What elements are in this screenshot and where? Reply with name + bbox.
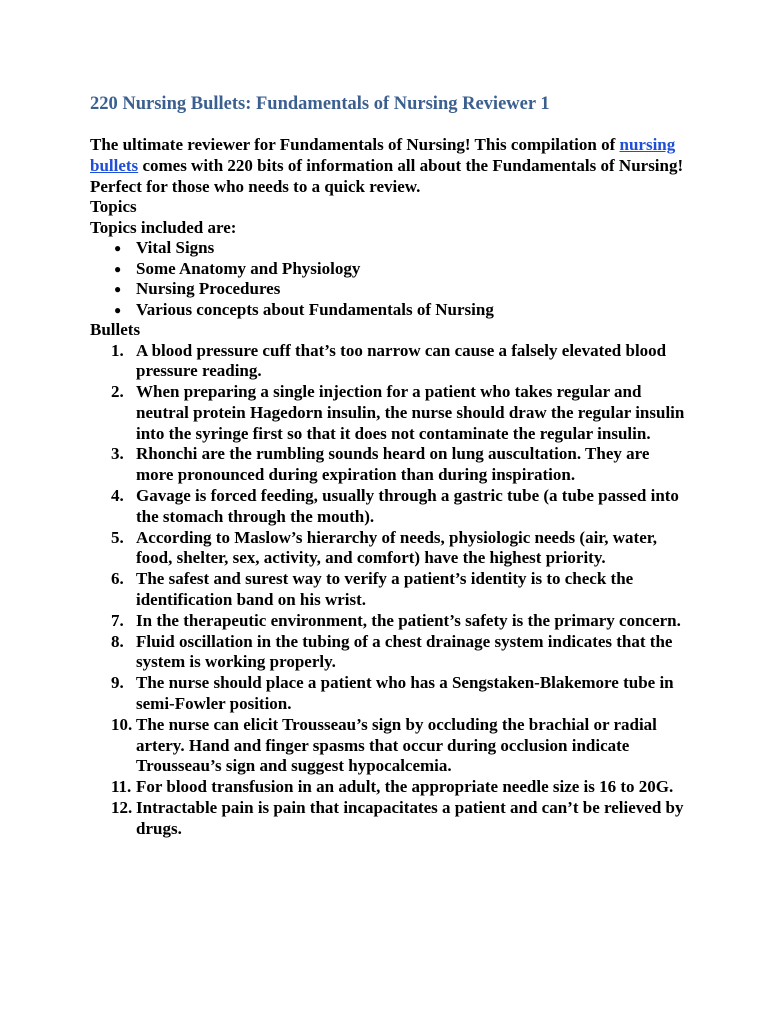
- bullet-number: 11.: [111, 777, 132, 797]
- bullet-number: 12.: [111, 798, 133, 818]
- intro-text-after-link: comes with 220 bits of information all about the Fundamentals of Nursing! Perfect for those who needs to a quick review.: [90, 156, 684, 196]
- bullet-text: The nurse can elicit Trousseau’s sign by occluding the brachial or radial artery. Hand and finger spasms that occur during occlusion indicate Trousseau’s sign and suggest hypocalcemia.: [136, 714, 657, 776]
- bullet-number: 8.: [111, 631, 124, 651]
- bullet-text: According to Maslow’s hierarchy of needs, physiologic needs (air, water, food, shelter, sex, activity, and comfort) have the highest priority.: [136, 527, 657, 568]
- bullet-text: When preparing a single injection for a patient who takes regular and neutral protein Hagedorn insulin, the nurse should draw the regular insulin into the syringe first so that it does not contaminate the regular insulin.: [136, 382, 685, 443]
- bullet-number: 6.: [111, 569, 124, 589]
- bullet-item: [90, 341, 690, 383]
- topic-item: [90, 259, 690, 280]
- bullet-number: 1.: [111, 340, 124, 360]
- topic-item: [90, 279, 690, 300]
- bullet-number: 3.: [111, 444, 124, 464]
- bullet-number: 10.: [111, 714, 133, 734]
- bullet-text: For blood transfusion in an adult, the appropriate needle size is 16 to 20G.: [136, 777, 674, 797]
- topic-text: Nursing Procedures: [136, 279, 281, 298]
- topic-text: Some Anatomy and Physiology: [136, 258, 361, 278]
- bullet-icon: ●: [114, 241, 122, 255]
- bullet-number: 2.: [111, 382, 124, 402]
- intro-paragraph: [90, 134, 690, 197]
- bullet-number: 4.: [111, 486, 124, 506]
- bullet-number: 5.: [111, 527, 124, 547]
- topic-item: [90, 238, 690, 259]
- bullet-item: [90, 528, 690, 570]
- bullet-icon: ●: [114, 261, 122, 276]
- bullet-item: [90, 569, 690, 611]
- intro-text-before-link: The ultimate reviewer for Fundamentals of Nursing! This compilation of: [90, 135, 620, 154]
- bullet-item: [90, 715, 690, 777]
- document-title: 220 Nursing Bullets: Fundamentals of Nursing Reviewer 1: [90, 94, 550, 114]
- topics-heading: Topics: [90, 197, 137, 216]
- topic-item: [90, 300, 690, 321]
- bullet-text: The safest and surest way to verify a patient’s identity is to check the identification band on his wrist.: [136, 569, 634, 610]
- bullet-item: [90, 611, 690, 632]
- bullet-text: Gavage is forced feeding, usually through a gastric tube (a tube passed into the stomach through the mouth).: [136, 486, 679, 526]
- bullet-item: [90, 382, 690, 444]
- topic-text: Vital Signs: [136, 238, 215, 257]
- document-page: [90, 92, 690, 840]
- bullet-number: 7.: [111, 610, 124, 630]
- bullets-list: [90, 341, 690, 840]
- bullet-text: Fluid oscillation in the tubing of a chest drainage system indicates that the system is working properly.: [136, 631, 673, 672]
- bullet-text: Intractable pain is pain that incapacitates a patient and can’t be relieved by drugs.: [136, 798, 684, 838]
- bullet-text: In the therapeutic environment, the patient’s safety is the primary concern.: [136, 610, 681, 630]
- topics-intro: Topics included are:: [90, 217, 237, 237]
- bullet-item: [90, 632, 690, 674]
- bullet-icon: ●: [114, 302, 122, 317]
- bullets-heading: Bullets: [90, 320, 141, 339]
- bullet-item: [90, 486, 690, 528]
- topics-list: [90, 238, 690, 320]
- bullet-item: [90, 777, 690, 798]
- nursing-bullets-link[interactable]: nursing bullets: [90, 135, 676, 175]
- bullet-text: The nurse should place a patient who has a Sengstaken-Blakemore tube in semi-Fowler position.: [136, 673, 674, 714]
- topic-text: Various concepts about Fundamentals of Nursing: [136, 299, 494, 319]
- bullet-item: [90, 798, 690, 840]
- bullet-text: Rhonchi are the rumbling sounds heard on lung auscultation. They are more pronounced during expiration than during inspiration.: [136, 444, 650, 485]
- bullet-text: A blood pressure cuff that’s too narrow can cause a falsely elevated blood pressure reading.: [136, 340, 667, 381]
- bullet-number: 9.: [111, 673, 124, 693]
- bullet-icon: ●: [114, 282, 122, 296]
- bullet-item: [90, 673, 690, 715]
- bullet-item: [90, 444, 690, 486]
